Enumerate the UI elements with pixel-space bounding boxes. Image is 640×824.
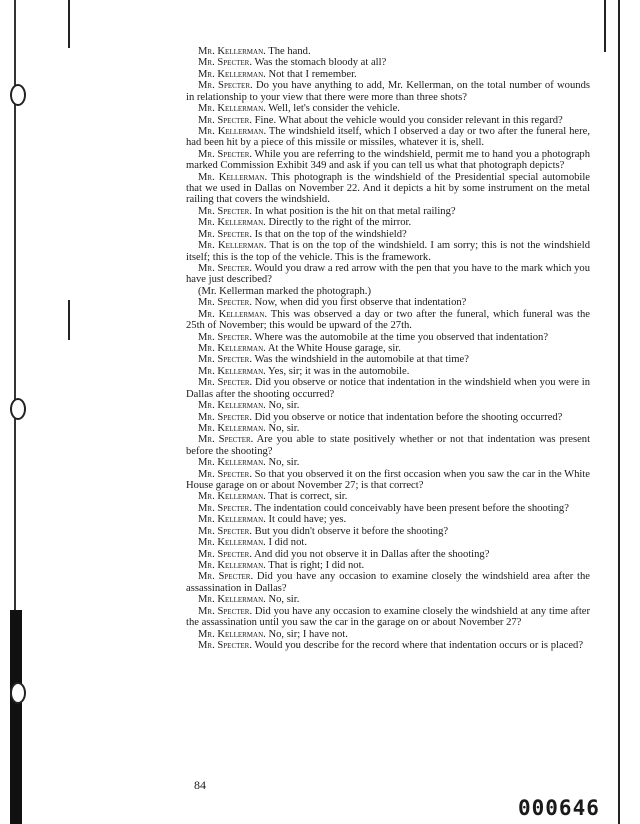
punch-hole (10, 682, 26, 704)
speech-text: No, sir. (265, 400, 300, 412)
testimony-paragraph (186, 457, 590, 468)
speaker-label: Mr. Specter. (198, 57, 252, 69)
speaker-label: Mr. Specter. (198, 80, 253, 92)
speech-text: No, sir. (265, 422, 300, 434)
speaker-label: Mr. Specter. (198, 434, 254, 446)
speech-text: Do you have anything to add, Mr. Kellerman, on the total number of wounds in relationship to your view that there were more than three shots? (186, 80, 590, 103)
speaker-label: Mr. Specter. (198, 297, 252, 309)
speaker-label: Mr. Kellerman. (198, 514, 266, 526)
testimony-paragraph (186, 640, 590, 651)
speaker-label: Mr. Kellerman. (198, 68, 266, 80)
speaker-label: Mr. Kellerman. (198, 400, 266, 412)
testimony-paragraph (186, 103, 590, 114)
testimony-paragraph (186, 343, 590, 354)
testimony-paragraph (186, 217, 590, 228)
speech-text: Would you describe for the record where that indentation occurs or is placed? (251, 639, 584, 651)
speech-text: That is on the top of the windshield. I am sorry; this is not the windshield itself; this is the top of the vehicle. This is the framework. (186, 240, 590, 263)
margin-line (604, 0, 606, 52)
speech-text: No, sir. (265, 457, 300, 469)
testimony-paragraph (186, 469, 590, 492)
speaker-label: Mr. Specter. (198, 377, 253, 389)
speaker-label: Mr. Specter. (198, 331, 252, 343)
speaker-label: Mr. Kellerman. (198, 240, 267, 252)
speech-text: That is correct, sir. (265, 491, 348, 503)
speaker-label: Mr. Kellerman. (198, 125, 267, 137)
speech-text: Well, let's consider the vehicle. (265, 103, 400, 115)
speech-text: Did you observe or notice that indentation before the shooting occurred? (251, 411, 563, 423)
testimony-paragraph (186, 332, 590, 343)
speech-text: This photograph is the windshield of the Presidential special automobile that we used in Dallas on November 22. And it depicts a hit by some instrument on the metal railing that covers the windshield. (186, 171, 590, 206)
testimony-paragraph (186, 240, 590, 263)
speech-text: So that you observed it on the first occasion when you saw the car in the White House garage on or about November 27; is that correct? (186, 468, 591, 492)
testimony-paragraph (186, 57, 590, 68)
testimony-paragraph (186, 46, 590, 57)
testimony-paragraph (186, 503, 590, 514)
testimony-paragraph (186, 149, 590, 172)
testimony-paragraph (186, 115, 590, 126)
testimony-paragraph (186, 126, 590, 149)
testimony-paragraph (186, 354, 590, 365)
speaker-label: Mr. Specter. (198, 148, 253, 160)
speech-text: Was the stomach bloody at all? (251, 57, 387, 69)
margin-line (618, 0, 620, 824)
speech-text: Would you draw a red arrow with the pen that you have to the mark which you have just described? (186, 263, 590, 286)
binding-dark-strip (10, 610, 22, 824)
margin-line (68, 300, 70, 340)
speaker-label: Mr. Specter. (198, 525, 252, 537)
speech-text: This was observed a day or two after the funeral, which funeral was the 25th of November; this would be upward of the 27th. (186, 308, 590, 332)
speaker-label: Mr. Specter. (198, 354, 252, 366)
speaker-label: Mr. Specter. (198, 114, 252, 126)
speaker-label: Mr. Kellerman. (198, 559, 266, 571)
speech-text: Is that on the top of the windshield? (251, 228, 407, 240)
speaker-label: Mr. Kellerman. (198, 594, 266, 606)
speaker-label: Mr. Specter. (198, 263, 253, 275)
testimony-paragraph (186, 412, 590, 423)
speech-text: The hand. (265, 46, 311, 57)
speech-text: While you are referring to the windshield, permit me to hand you a photograph marked Commission Exhibit 349 and ask if you can tell us what that photograph depicts? (186, 148, 591, 172)
testimony-paragraph (186, 366, 590, 377)
speech-text: Not that I remember. (265, 68, 357, 80)
testimony-paragraph (186, 571, 590, 594)
testimony-paragraph (186, 423, 590, 434)
speaker-label: Mr. Specter. (198, 502, 252, 514)
speaker-label: Mr. Kellerman. (198, 628, 266, 640)
speech-text: I did not. (265, 537, 307, 549)
speaker-label: Mr. Kellerman. (198, 365, 266, 377)
testimony-paragraph (186, 400, 590, 411)
speaker-label: Mr. Kellerman. (198, 537, 266, 549)
testimony-paragraph (186, 206, 590, 217)
speaker-label: Mr. Kellerman. (198, 342, 266, 354)
speech-text: But you didn't observe it before the shooting? (251, 525, 449, 537)
speech-text: Are you able to state positively whether or not that indentation was present before the shooting? (186, 434, 591, 457)
speaker-label: Mr. Kellerman. (198, 103, 266, 115)
testimony-paragraph (186, 560, 590, 571)
page-number: 84 (194, 778, 206, 792)
testimony-paragraph (186, 434, 590, 457)
testimony-paragraph (186, 297, 590, 308)
testimony-paragraph (186, 514, 590, 525)
speech-text: No, sir; I have not. (265, 628, 348, 640)
testimony-paragraph (186, 629, 590, 640)
speaker-label: Mr. Kellerman. (198, 171, 268, 183)
testimony-paragraph (186, 172, 590, 206)
testimony-paragraph (186, 491, 590, 502)
speech-text: Was the windshield in the automobile at that time? (251, 354, 469, 366)
speaker-label: Mr. Kellerman. (198, 46, 266, 57)
speech-text: Did you have any occasion to examine closely the windshield area after the assassination in Dallas? (186, 571, 590, 594)
speech-text: (Mr. Kellerman marked the photograph.) (198, 285, 371, 297)
speech-text: And did you not observe it in Dallas after the shooting? (251, 548, 490, 560)
testimony-paragraph (186, 229, 590, 240)
testimony-paragraph (186, 286, 590, 297)
testimony-paragraph (186, 69, 590, 80)
speech-text: Now, when did you first observe that indentation? (251, 297, 467, 309)
speech-text: That is right; I did not. (265, 559, 365, 571)
margin-line (68, 0, 70, 48)
speaker-label: Mr. Specter. (198, 411, 252, 423)
speaker-label: Mr. Kellerman. (198, 422, 266, 434)
testimony-paragraph (186, 526, 590, 537)
document-stamp: 000646 (518, 796, 600, 820)
speech-text: Did you have any occasion to examine closely the windshield at any time after the assassination until you saw the car in the garage on or about November 27? (186, 605, 590, 629)
speech-text: Did you observe or notice that indentation in the windshield when you were in Dallas after the shooting occurred? (186, 377, 591, 400)
testimony-paragraph (186, 80, 590, 103)
testimony-paragraph (186, 606, 590, 629)
speaker-label: Mr. Kellerman. (198, 308, 268, 320)
speaker-label: Mr. Kellerman. (198, 457, 266, 469)
speech-text: Fine. What about the vehicle would you consider relevant in this regard? (251, 114, 563, 126)
testimony-paragraph (186, 309, 590, 332)
speaker-label: Mr. Specter. (198, 605, 253, 617)
speaker-label: Mr. Specter. (198, 571, 254, 583)
testimony-paragraph (186, 549, 590, 560)
speech-text: At the White House garage, sir. (265, 342, 401, 354)
speaker-label: Mr. Specter. (198, 548, 252, 560)
speech-text: Where was the automobile at the time you observed that indentation? (251, 331, 549, 343)
speech-text: The windshield itself, which I observed a day or two after the funeral here, had been hit by a piece of this missile or missiles, whatever it is, shell. (186, 125, 590, 149)
testimony-paragraph (186, 594, 590, 605)
punch-hole (10, 398, 26, 420)
speaker-label: Mr. Specter. (198, 228, 252, 240)
speech-text: The indentation could conceivably have been present before the shooting? (251, 502, 569, 514)
speech-text: In what position is the hit on that metal railing? (251, 205, 456, 217)
speaker-label: Mr. Kellerman. (198, 491, 266, 503)
speech-text: Yes, sir; it was in the automobile. (265, 365, 410, 377)
speech-text: It could have; yes. (265, 514, 347, 526)
punch-hole (10, 84, 26, 106)
speech-text: Directly to the right of the mirror. (265, 217, 412, 229)
testimony-paragraph (186, 377, 590, 400)
testimony-paragraph (186, 263, 590, 286)
speaker-label: Mr. Specter. (198, 468, 252, 480)
speaker-label: Mr. Specter. (198, 639, 252, 651)
speaker-label: Mr. Kellerman. (198, 217, 266, 229)
testimony-paragraph (186, 537, 590, 548)
speaker-label: Mr. Specter. (198, 205, 252, 217)
testimony-text (186, 46, 590, 651)
speech-text: No, sir. (265, 594, 300, 606)
